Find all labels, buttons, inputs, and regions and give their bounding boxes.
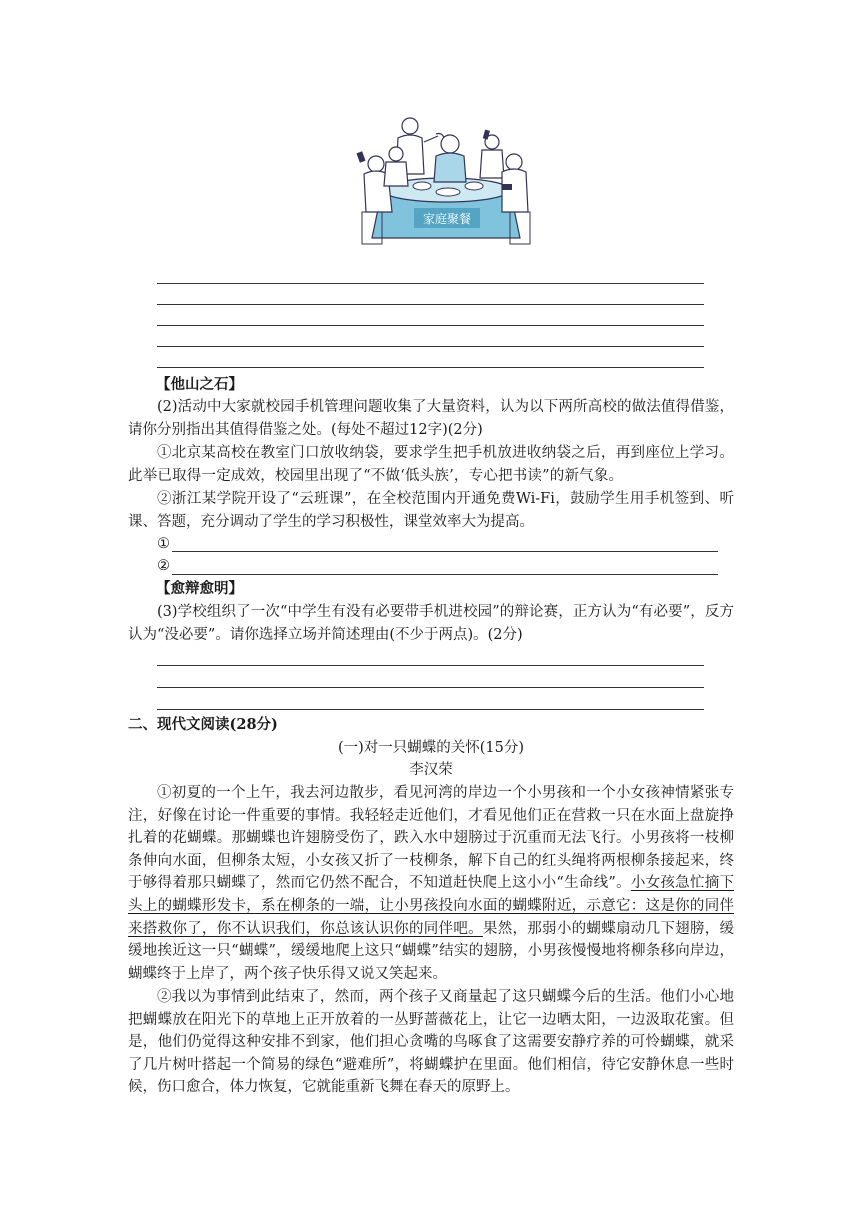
section-2-heading: 二、现代文阅读(28分) (128, 716, 278, 733)
paragraph-1 (128, 782, 734, 985)
paragraph-2: ②我以为事情到此结束了，然而，两个孩子又商量起了这只蝴蝶今后的生活。他们小心地把蝴蝶放在阳光下的草地上正开放着的一丛野蔷薇花上，让它一边晒太阳，一边汲取花蜜。但是，他们仍觉得这种安排不到家，他们担心贪嘴的鸟啄食了这需要安静疗养的可怜蝴蝶，就采了几片树叶搭起一个简易的绿色“避难所”，将蝴蝶护在里面。他们相信，待它安静休息一些时候，伤口愈合，体力恢复，它就能重新飞舞在春天的原野上。 (128, 989, 734, 1096)
answer-line-1[interactable] (172, 551, 718, 552)
article-author: 李汉荣 (409, 762, 453, 778)
material-item-2: ②浙江某学院开设了“云班课”，在全校范围内开通免费Wi-Fi，鼓励学生用手机签到、听课、答题，充分调动了学生的学习积极性，课堂效率大为提高。 (128, 491, 734, 530)
blank-label-1: ① (157, 536, 170, 552)
answer-line[interactable] (157, 687, 704, 688)
answer-line[interactable] (157, 346, 704, 347)
material-item-1: ①北京某高校在教室门口放收纳袋，要求学生把手机放进收纳袋之后，再到座位上学习。此举已取得一定成效，校园里出现了“不做‘低头族’，专心把书读”的新气象。 (128, 445, 734, 484)
section-heading-debate: 【愈辩愈明】 (156, 580, 243, 597)
paragraph-1-text-a: ①初夏的一个上午，我去河边散步，看见河湾的岸边一个小男孩和一个小女孩神情紧张专注，好像在讨论一件重要的事情。我轻轻走近他们，才看见他们正在营救一只在水面上盘旋挣扎着的花蝴蝶。那蝴蝶也许翅膀受伤了，跌入水中翅膀过于沉重而无法飞行。小男孩将一枝柳条伸向水面，但柳条太短，小女孩又折了一枝柳条，解下自己的红头绳将两根柳条接起来，终于够得着那只蝴蝶了，然而它仍然不配合，不知道赶快爬上这小小“生命线”。 (128, 785, 734, 892)
section-heading-other-stone: 【他山之石】 (156, 376, 243, 393)
paragraph-1-underlined: 小女孩急忙摘下头上的蝴蝶形发卡，系在柳条的一端，让小男孩投向水面的蝴蝶附近，示意它：这是你的同伴来搭救你了，你不认识我们，你总该认识你的同伴吧。 (128, 875, 734, 937)
paragraph-1-text-b: 果然，那弱小的蝴蝶扇动几下翅膀，缓缓地挨近这一只“蝴蝶”，缓缓地爬上这只“蝴蝶”结实的翅膀，小男孩慢慢地将柳条移向岸边，蝴蝶终于上岸了，两个孩子快乐得又说又笑起来。 (128, 920, 735, 982)
article-title: (一)对一只蝴蝶的关怀(15分) (337, 740, 525, 756)
question-2: (2)活动中大家就校园手机管理问题收集了大量资料，认为以下两所高校的做法值得借鉴，请你分别指出其值得借鉴之处。(每处不超过12字)(2分) (128, 399, 734, 438)
figure-caption: 家庭聚餐 (422, 212, 472, 226)
family-dinner-illustration (352, 112, 540, 252)
blank-label-2: ② (157, 558, 170, 574)
answer-line[interactable] (157, 709, 704, 710)
answer-line[interactable] (157, 304, 704, 305)
question-3: (3)学校组织了一次“中学生有没有必要带手机进校园”的辩论赛，正方认为“有必要”，反方认为“没必要”。请你选择立场并简述理由(不少于两点)。(2分) (128, 604, 734, 643)
answer-line[interactable] (157, 367, 704, 368)
answer-line-2[interactable] (172, 574, 718, 575)
answer-line[interactable] (157, 283, 704, 284)
answer-line[interactable] (157, 325, 704, 326)
answer-line[interactable] (157, 665, 704, 666)
